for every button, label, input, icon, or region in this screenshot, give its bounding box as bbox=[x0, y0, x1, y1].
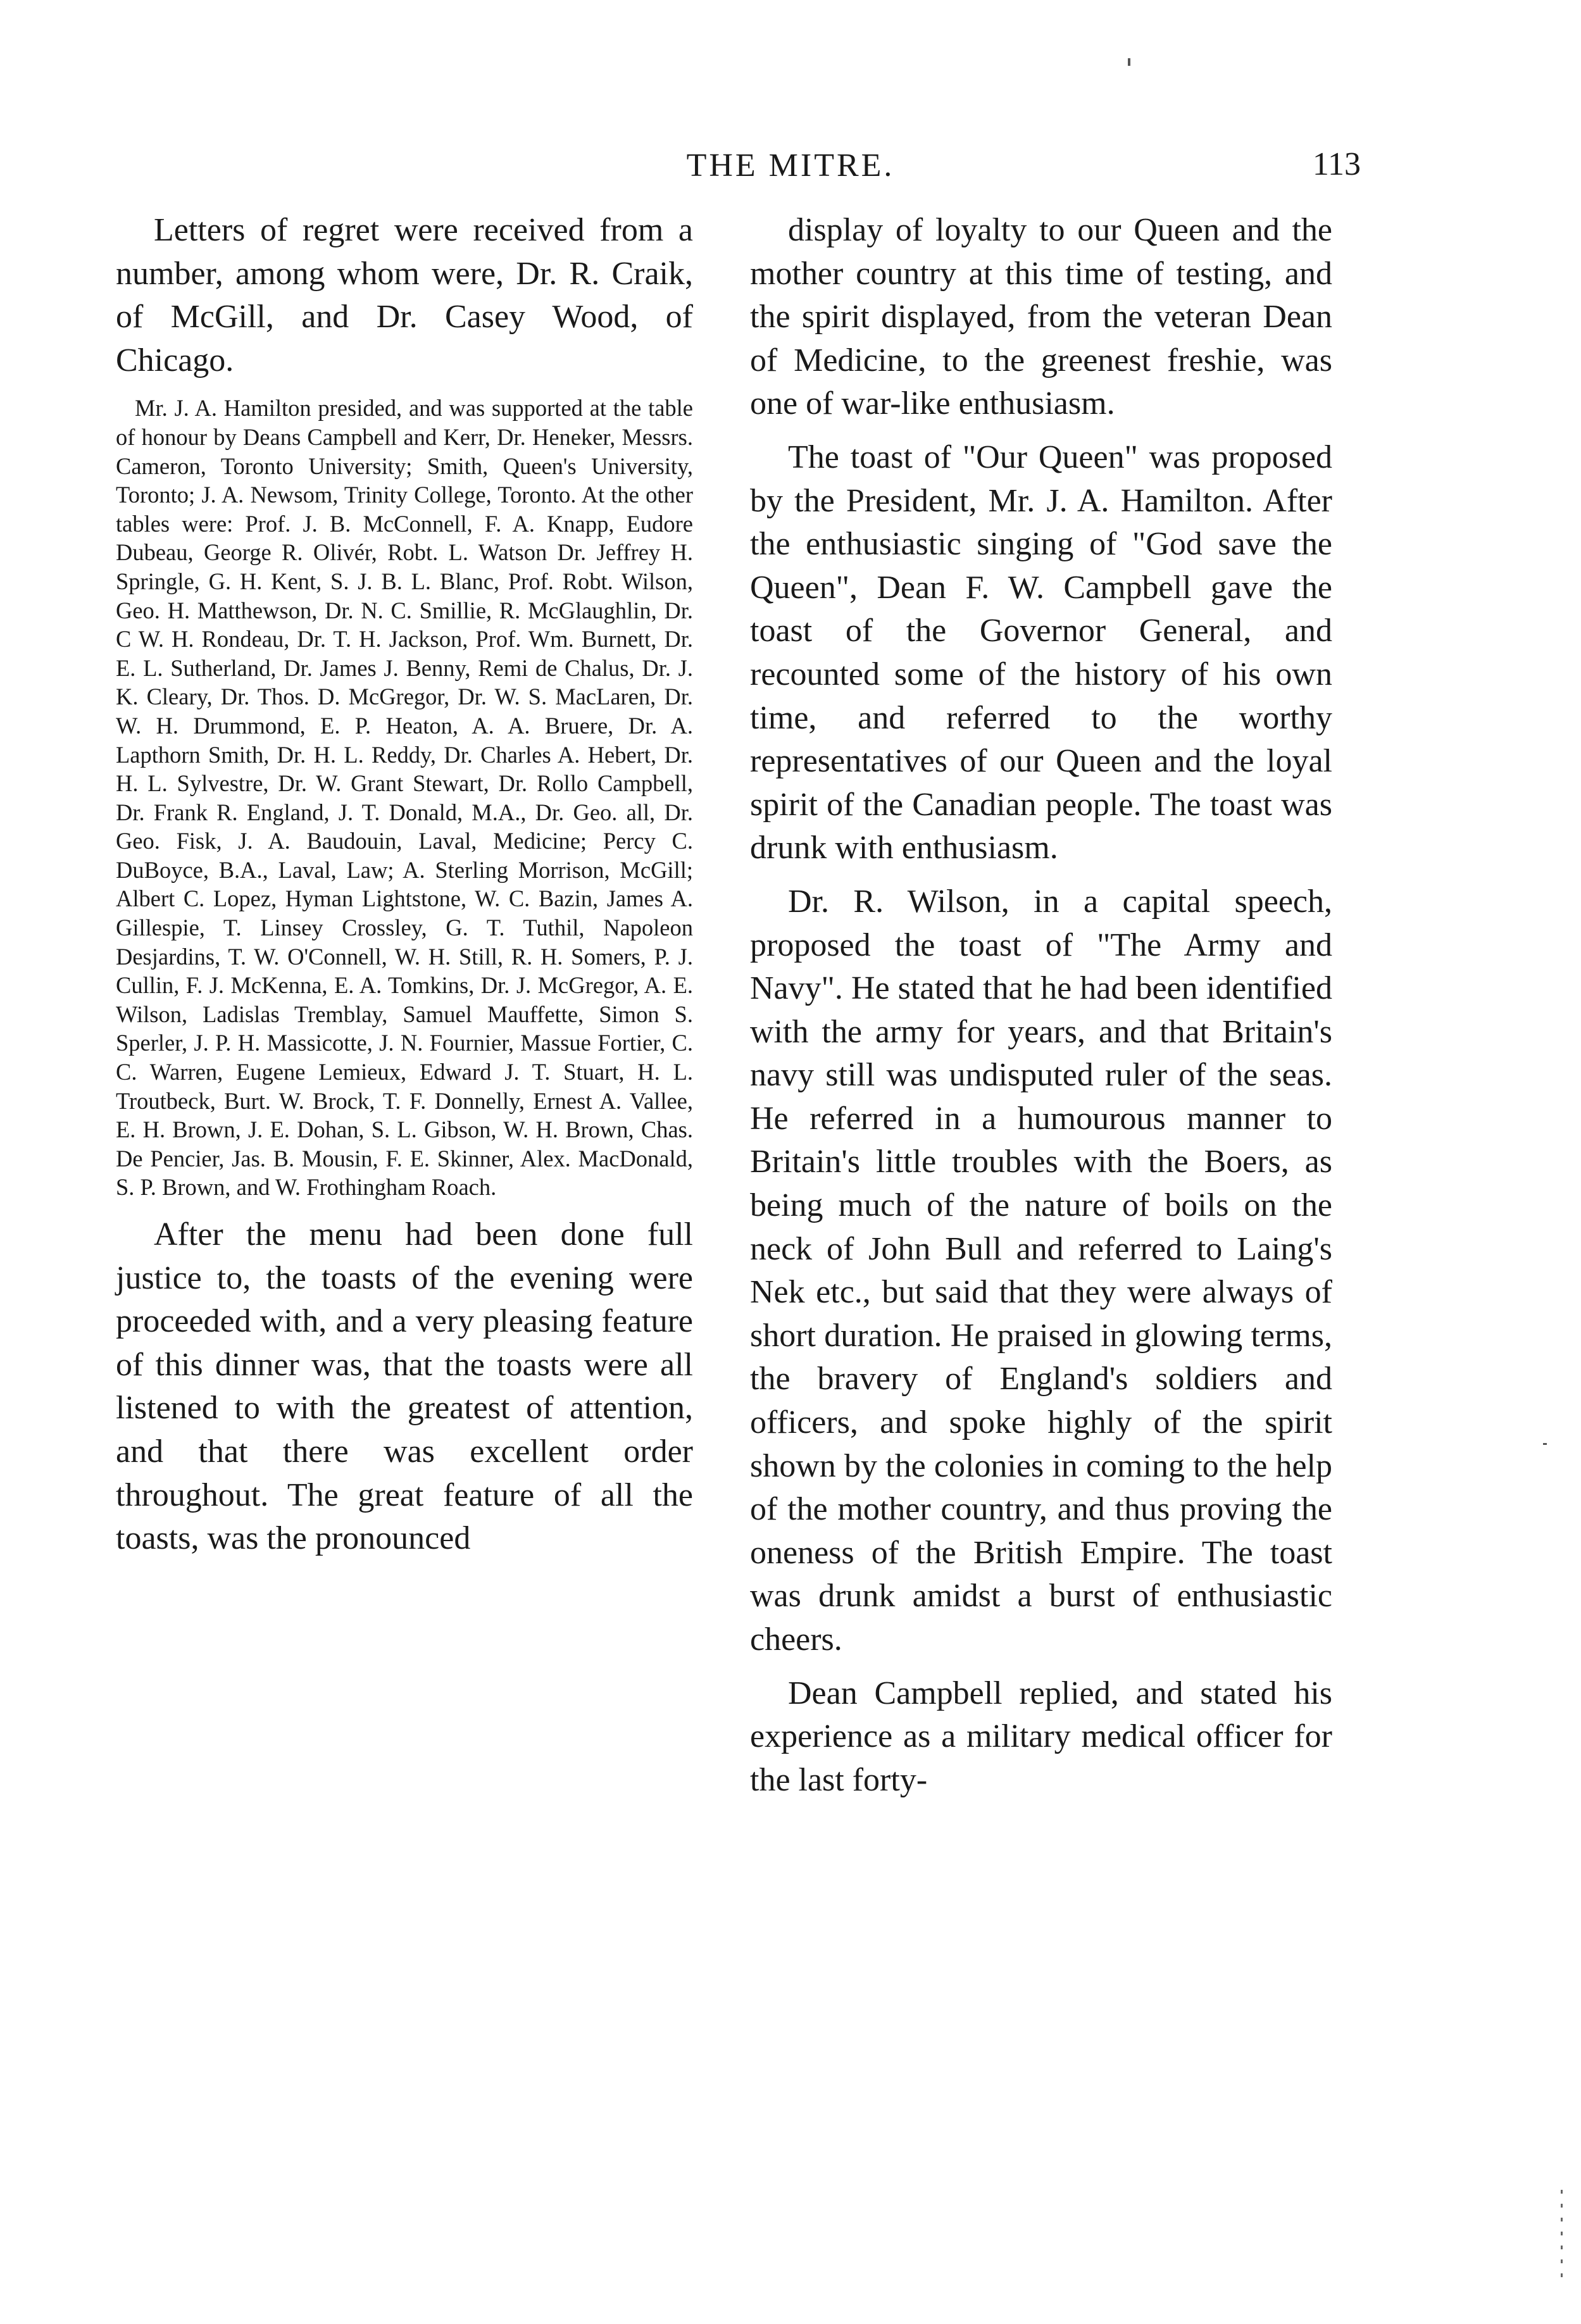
scan-speck bbox=[1128, 58, 1130, 66]
scan-speck bbox=[1543, 1443, 1547, 1445]
scan-edge-dots bbox=[1561, 2190, 1563, 2278]
page-number: 113 bbox=[1312, 146, 1361, 182]
paragraph-attendees-list: Mr. J. A. Hamilton presided, and was supported at the table of honour by Deans Campbell and Kerr, Dr. Heneker, Messrs. Cameron, Toronto University; Smith, Queen's University, Toronto; J. A. Newsom, Trinity College, Toronto. At the other tables were: Prof. J. B. McConnell, F. A. Knapp, Eudore Dubeau, George R. Olivér, Robt. L. Watson Dr. Jeffrey H. Springle, G. H. Kent, S. J. B. L. Blanc, Prof. Robt. Wilson, Geo. H. Matthewson, Dr. N. C. Smillie, R. McGlaughlin, Dr. C W. H. Rondeau, Dr. T. H. Jackson, Prof. Wm. Burnett, Dr. E. L. Sutherland, Dr. James J. Benny, Remi de Chalus, Dr. J. K. Cleary, Dr. Thos. D. McGregor, Dr. W. S. MacLaren, Dr. W. H. Drummond, E. P. Heaton, A. A. Bruere, Dr. A. Lapthorn Smith, Dr. H. L. Reddy, Dr. Charles A. Hebert, Dr. H. L. Sylvestre, Dr. W. Grant Stewart, Dr. Rollo Campbell, Dr. Frank R. England, J. T. Donald, M.A., Dr. Geo. all, Dr. Geo. Fisk, J. A. Baudouin, Laval, Medicine; Percy C. DuBoyce, B.A., Laval, Law; A. Sterling Morrison, McGill; Albert C. Lopez, Hyman Lightstone, W. C. Bazin, James A. Gillespie, T. Linsey Crossley, G. T. Tuthil, Napoleon Desjardins, T. W. O'Connell, W. H. Still, R. H. Somers, P. J. Cullin, F. J. McKenna, E. A. Tomkins, Dr. J. McGregor, A. E. Wilson, Ladislas Tremblay, Samuel Mauffette, Simon S. Sperler, J. P. H. Massicotte, J. N. Fournier, Massue Fortier, C. C. Warren, Eugene Lemieux, Edward J. T. Stuart, H. L. Troutbeck, Burt. W. Brock, T. F. Donnelly, Ernest A. Vallee, E. H. Brown, J. E. Dohan, S. L. Gibson, W. H. Brown, Chas. De Pencier, Jas. B. Mousin, F. E. Skinner, Alex. MacDonald, S. P. Brown, and W. Frothingham Roach. bbox=[116, 395, 693, 1201]
left-column bbox=[116, 209, 693, 1561]
paragraph-toasts-intro: After the menu had been done full justice to, the toasts of the evening were proceeded with, and a very pleasing feature of this dinner was, that the toasts were all listened to with the greatest of attention, and that there was excellent order throughout. The great feature of all the toasts, was the pronounced bbox=[116, 1216, 693, 1557]
paragraph-our-queen-toast: The toast of "Our Queen" was proposed by the President, Mr. J. A. Hamilton. After the enthusiastic singing of "God save the Queen", Dean F. W. Campbell gave the toast of the Governor General, and recounted some of the history of his own time, and referred to the worthy representatives of our Queen and the loyal spirit of the Canadian people. The toast was drunk with enthusiasm. bbox=[750, 439, 1332, 866]
running-header-title: THE MITRE. bbox=[686, 147, 895, 184]
paragraph-loyalty-display: display of loyalty to our Queen and the mother country at this time of testing, and the spirit displayed, from the veteran Dean of Medicine, to the greenest freshie, was one of war-like enthusiasm. bbox=[750, 212, 1332, 422]
paragraph-army-navy-toast: Dr. R. Wilson, in a capital speech, proposed the toast of "The Army and Navy". He stated that he had been identified with the army for years, and that Britain's navy still was undisputed ruler of the seas. He referred in a humourous manner to Britain's little troubles with the Boers, as being much of the nature of boils on the neck of John Bull and referred to Laing's Nek etc., but said that they were always of short duration. He praised in glowing terms, the bravery of England's soldiers and officers, and spoke highly of the spirit shown by the colonies in coming to the help of the mother country, and thus proving the oneness of the British Empire. The toast was drunk amidst a burst of enthusiastic cheers. bbox=[750, 883, 1332, 1658]
paragraph-dean-campbell-reply: Dean Campbell replied, and stated his experience as a military medical officer for the last forty- bbox=[750, 1675, 1332, 1798]
paragraph-letters-of-regret: Letters of regret were received from a number, among whom were, Dr. R. Craik, of McGill, and Dr. Casey Wood, of Chicago. bbox=[116, 212, 693, 378]
right-column bbox=[750, 209, 1332, 1802]
